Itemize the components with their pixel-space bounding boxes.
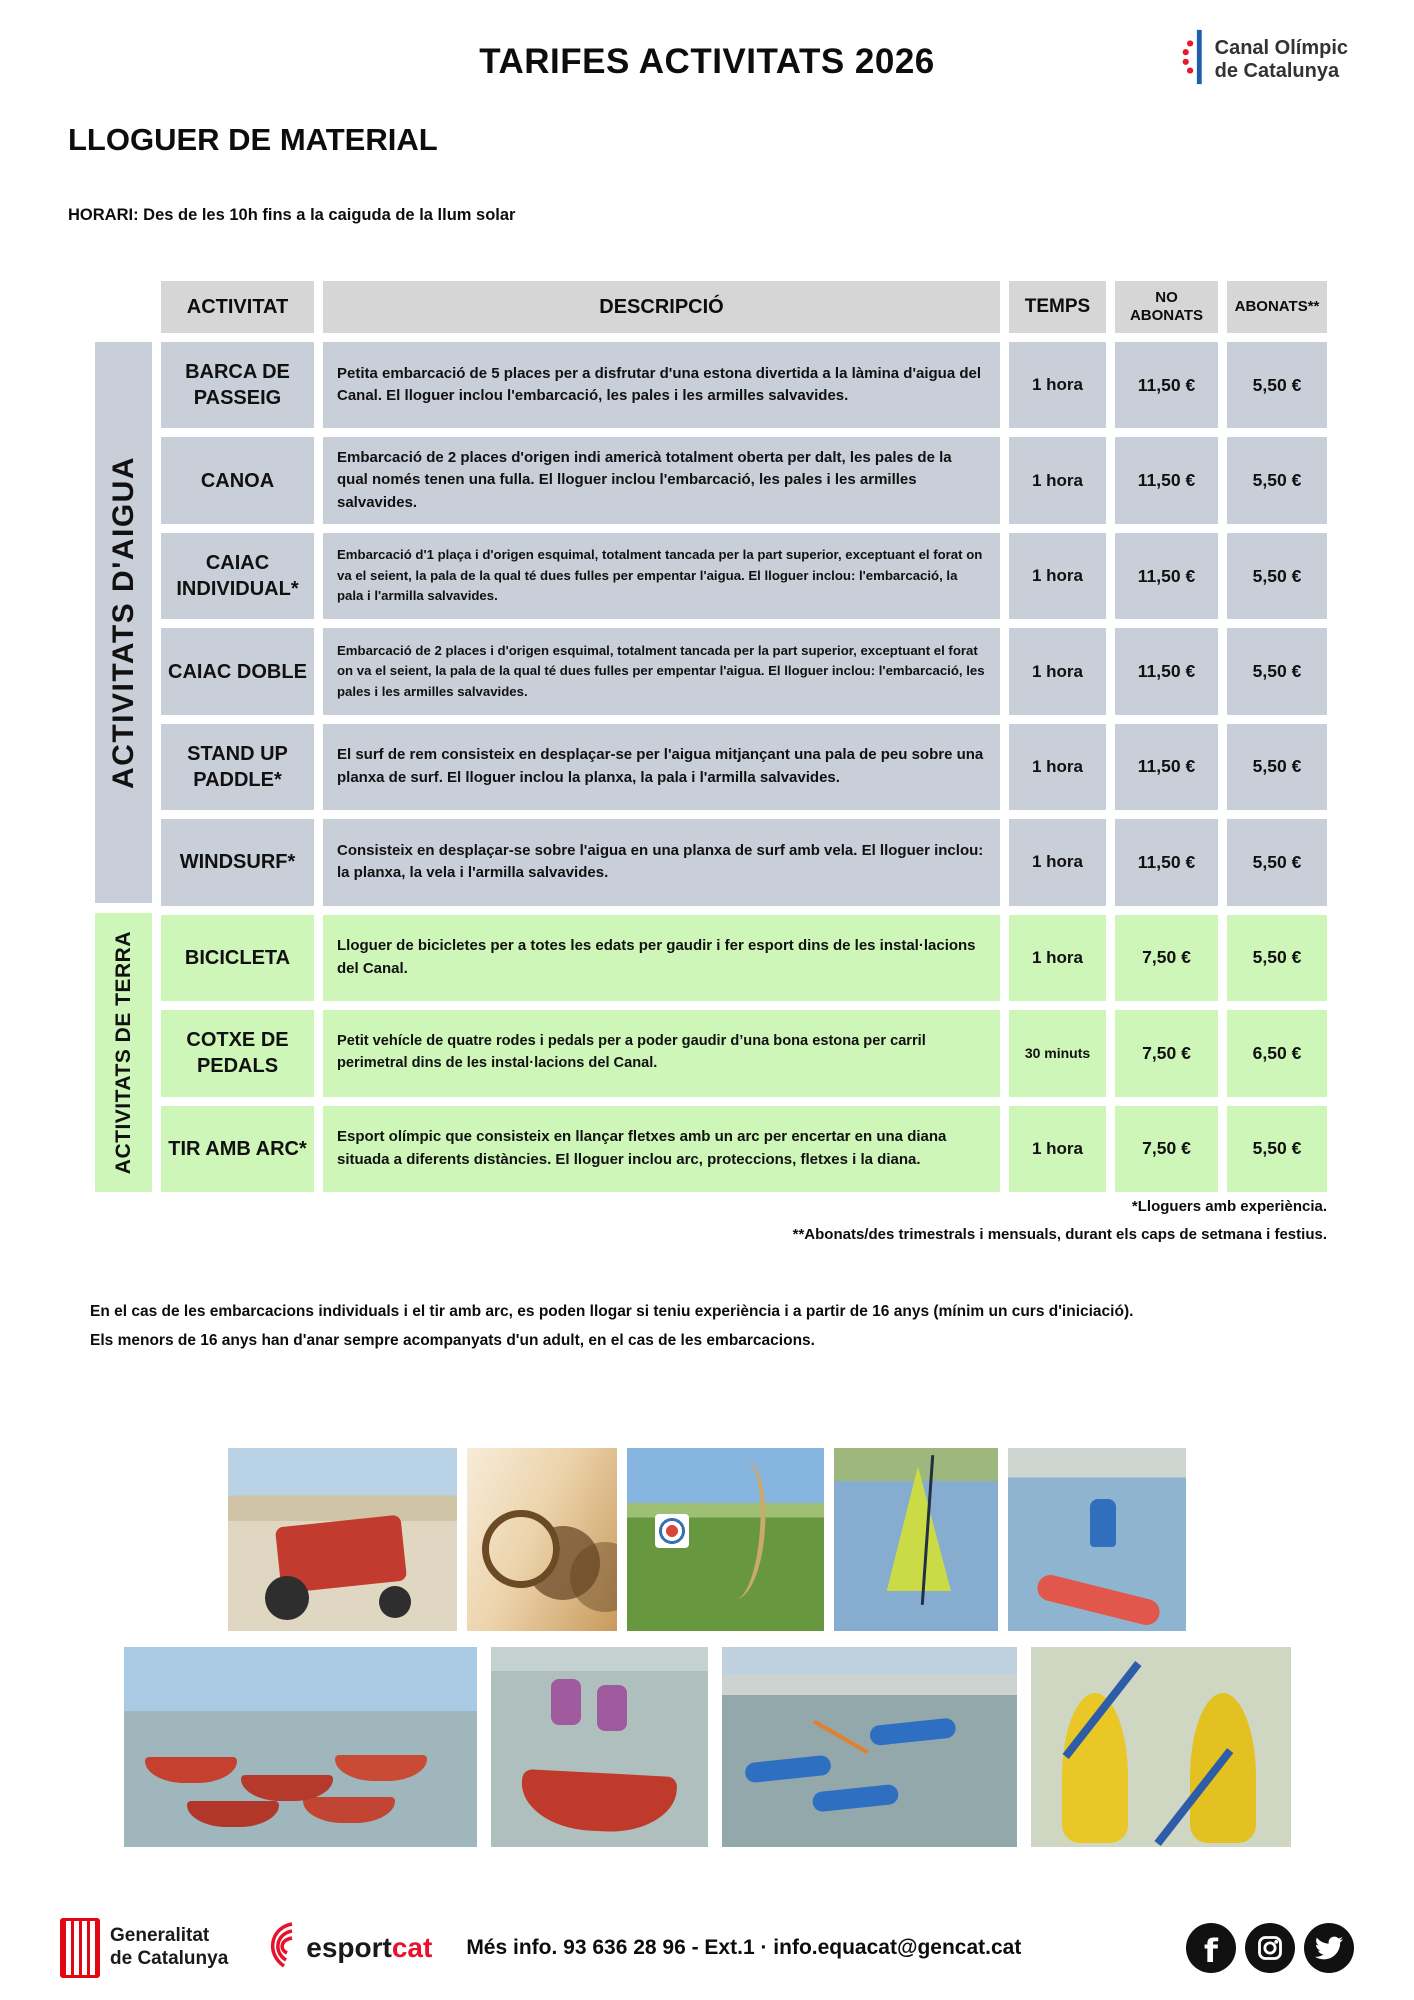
time-value: 1 hora: [1009, 1106, 1106, 1192]
activity-name: BARCA DE PASSEIG: [161, 342, 314, 428]
activity-name: COTXE DE PEDALS: [161, 1010, 314, 1096]
rental-table-grid: [161, 281, 1327, 1192]
column-header-abonats: ABONATS**: [1227, 281, 1327, 333]
social-icons: [1186, 1923, 1354, 1973]
price-abonats: 5,50 €: [1227, 533, 1327, 619]
esportcat-logo: [262, 1920, 432, 1975]
activity-description: Embarcació de 2 places d'origen indi americà totalment oberta per dalt, les pales de la qual només tenen una fulla. El lloguer inclou l'embarcació, les pales i les armilles salvavides.: [323, 437, 1000, 523]
time-value: 1 hora: [1009, 915, 1106, 1001]
note-line2: Els menors de 16 anys han d'anar sempre acompanyats d'un adult, en el cas de les embarcacions.: [90, 1331, 815, 1349]
activity-description: Lloguer de bicicletes per a totes les edats per gaudir i fer esport dins de les instal·lacions del Canal.: [323, 915, 1000, 1001]
price-no-abonats: 11,50 €: [1115, 628, 1218, 714]
esportcat-waves-icon: [262, 1920, 302, 1975]
price-abonats: 5,50 €: [1227, 724, 1327, 810]
photo-archery: [627, 1448, 824, 1631]
price-abonats: 5,50 €: [1227, 342, 1327, 428]
table-footnotes: [95, 1193, 1327, 1249]
section-heading: LLOGUER DE MATERIAL: [68, 122, 438, 157]
column-header-descripcio: DESCRIPCIÓ: [323, 281, 1000, 333]
price-abonats: 6,50 €: [1227, 1010, 1327, 1096]
price-no-abonats: 11,50 €: [1115, 437, 1218, 523]
time-value: 1 hora: [1009, 628, 1106, 714]
group-labels-column: [95, 281, 152, 1192]
time-value: 1 hora: [1009, 724, 1106, 810]
rental-table: [95, 281, 1327, 1192]
photo-blue-kayaks: [722, 1647, 1017, 1847]
time-value: 1 hora: [1009, 819, 1106, 905]
price-no-abonats: 11,50 €: [1115, 342, 1218, 428]
activity-name: STAND UP PADDLE*: [161, 724, 314, 810]
activity-name: CANOA: [161, 437, 314, 523]
activity-name: TIR AMB ARC*: [161, 1106, 314, 1192]
time-value: 1 hora: [1009, 437, 1106, 523]
photo-bicycles: [467, 1448, 617, 1631]
activity-name: WINDSURF*: [161, 819, 314, 905]
generalitat-line1: Generalitat: [110, 1924, 210, 1946]
column-header-no-abonats: NO ABONATS: [1115, 281, 1218, 333]
activity-description: Embarcació d'1 plaça i d'origen esquimal, totalment tancada per la part superior, exceptuant el forat on va el seient, la pala de la qual té dues fulles per empentar l'aigua. El lloguer inclou: l'embarcació, la pala i l'armilla salvavides.: [323, 533, 1000, 619]
brand-line1: Canal Olímpic: [1214, 36, 1348, 59]
brand-line2: de Catalunya: [1214, 59, 1340, 82]
time-value: 30 minuts: [1009, 1010, 1106, 1096]
esportcat-text: [306, 1932, 432, 1964]
photo-row-2: [0, 1647, 1414, 1847]
photo-row-1: [0, 1448, 1414, 1631]
canal-olimpic-logo: [1181, 26, 1348, 93]
canal-olimpic-icon: [1181, 26, 1205, 93]
activity-description: El surf de rem consisteix en desplaçar-se per l'aigua mitjançant una pala de peu sobre una planxa de surf. El lloguer inclou la planxa, la pala i l'armilla salvavides.: [323, 724, 1000, 810]
esportcat-red: cat: [391, 1931, 433, 1963]
price-no-abonats: 7,50 €: [1115, 915, 1218, 1001]
twitter-icon[interactable]: [1304, 1923, 1354, 1973]
price-no-abonats: 11,50 €: [1115, 533, 1218, 619]
photo-red-canoe: [491, 1647, 708, 1847]
page-title: TARIFES ACTIVITATS 2026: [479, 42, 935, 81]
photo-windsurf: [834, 1448, 998, 1631]
price-abonats: 5,50 €: [1227, 819, 1327, 905]
generalitat-text: [110, 1925, 228, 1971]
group-land-text: ACTIVITATS DE TERRA: [111, 930, 135, 1175]
group-label-land: [95, 913, 152, 1192]
contact-info: Més info. 93 636 28 96 - Ext.1 · info.equacat@gencat.cat: [466, 1935, 1022, 1959]
generalitat-senyera-icon: [60, 1918, 100, 1978]
group-label-water: [95, 342, 152, 903]
activity-name: CAIAC DOBLE: [161, 628, 314, 714]
facebook-icon[interactable]: f: [1186, 1923, 1236, 1973]
general-notes: [90, 1298, 1350, 1355]
activity-description: Embarcació de 2 places i d'origen esquimal, totalment tancada per la part superior, exceptuant el forat on va el seient, la pala de la qual té dues fulles per empentar l'aigua. El lloguer inclou: l'embarcació, les pales i les armilles salvavides.: [323, 628, 1000, 714]
time-value: 1 hora: [1009, 533, 1106, 619]
price-abonats: 5,50 €: [1227, 437, 1327, 523]
column-header-activitat: ACTIVITAT: [161, 281, 314, 333]
activity-name: BICICLETA: [161, 915, 314, 1001]
schedule-note: HORARI: Des de les 10h fins a la caiguda de la llum solar: [68, 206, 516, 224]
price-no-abonats: 11,50 €: [1115, 724, 1218, 810]
activity-description: Petita embarcació de 5 places per a disfrutar d'una estona divertida a la làmina d'aigua del Canal. El lloguer inclou l'embarcació, les pales i les armilles salvavides.: [323, 342, 1000, 428]
activity-description: Petit vehícle de quatre rodes i pedals per a poder gaudir d’una bona estona per carril perimetral dins de les instal·lacions del Canal.: [323, 1010, 1000, 1096]
activity-name: CAIAC INDIVIDUAL*: [161, 533, 314, 619]
brand-name: [1215, 37, 1348, 83]
generalitat-line2: de Catalunya: [110, 1947, 229, 1969]
activity-description: Esport olímpic que consisteix en llançar fletxes amb un arc per encertar en una diana situada a diferents distàncies. El lloguer inclou arc, proteccions, fletxes i la diana.: [323, 1106, 1000, 1192]
photo-yellow-kayaks: [1031, 1647, 1291, 1847]
activity-description: Consisteix en desplaçar-se sobre l'aigua en una planxa de surf amb vela. El lloguer inclou: la planxa, la vela i l'armilla salvavides.: [323, 819, 1000, 905]
photo-pedal-kart: [228, 1448, 457, 1631]
price-no-abonats: 7,50 €: [1115, 1106, 1218, 1192]
price-no-abonats: 11,50 €: [1115, 819, 1218, 905]
note-line1: En el cas de les embarcacions individuals i el tir amb arc, es poden llogar si teniu experiència i a partir de 16 anys (mínim un curs d'iniciació).: [90, 1303, 1134, 1320]
footnote-abonats: **Abonats/des trimestrals i mensuals, durant els caps de setmana i festius.: [792, 1225, 1327, 1243]
price-abonats: 5,50 €: [1227, 628, 1327, 714]
instagram-icon[interactable]: [1245, 1923, 1295, 1973]
esportcat-black: esport: [306, 1931, 392, 1963]
footer: [60, 1905, 1354, 1990]
photo-red-boats-dock: [124, 1647, 477, 1847]
price-abonats: 5,50 €: [1227, 915, 1327, 1001]
photo-stand-up-paddle: [1008, 1448, 1186, 1631]
generalitat-logo: [60, 1918, 228, 1978]
footnote-experience: *Lloguers amb experiència.: [1131, 1198, 1327, 1215]
group-water-text: ACTIVITATS D'AIGUA: [106, 455, 140, 789]
price-no-abonats: 7,50 €: [1115, 1010, 1218, 1096]
column-header-temps: TEMPS: [1009, 281, 1106, 333]
time-value: 1 hora: [1009, 342, 1106, 428]
price-abonats: 5,50 €: [1227, 1106, 1327, 1192]
